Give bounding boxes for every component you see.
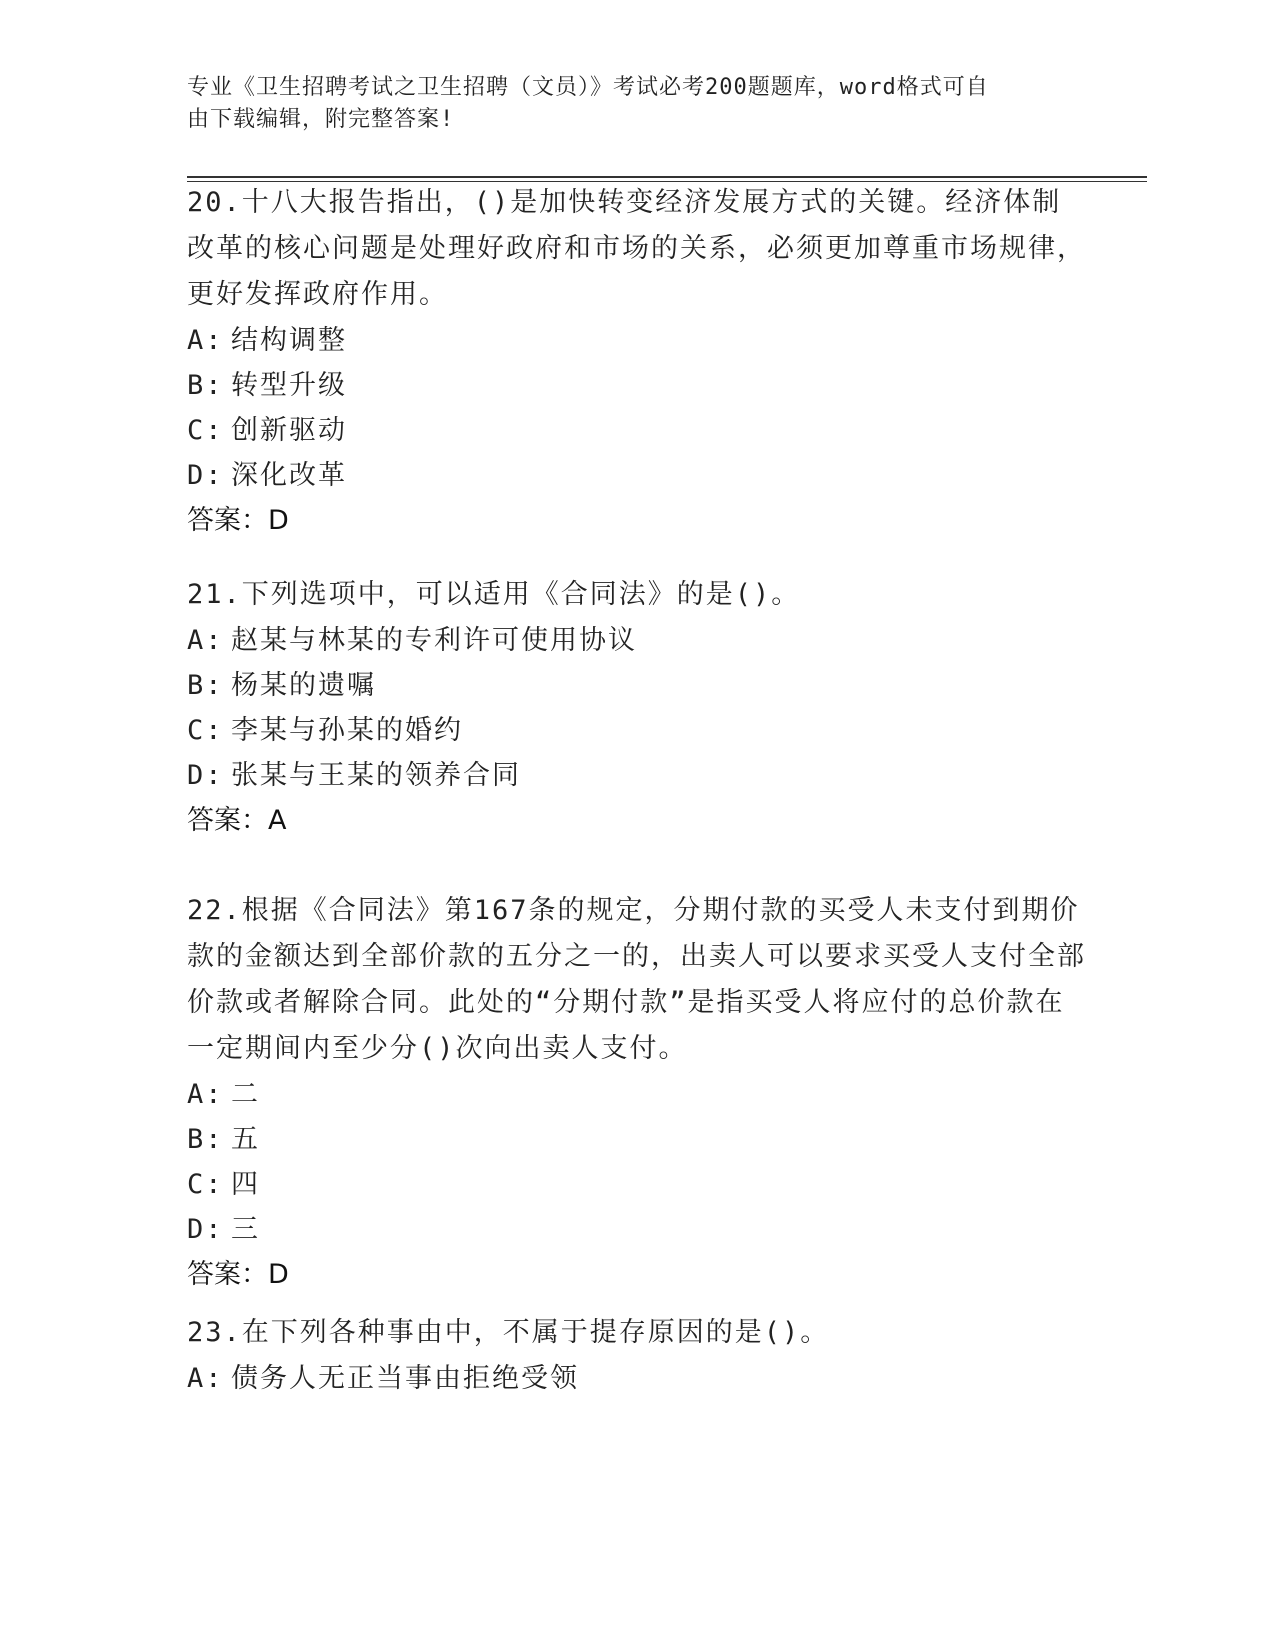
option-text: 深化改革: [231, 460, 347, 491]
option-d: [187, 1207, 1087, 1252]
option-letter: C:: [187, 1169, 224, 1200]
option-letter: B:: [187, 1124, 224, 1155]
option-b: [187, 363, 1087, 408]
option-text: 债务人无正当事由拒绝受领: [231, 1363, 579, 1394]
option-c: [187, 408, 1087, 453]
option-letter: D:: [187, 1214, 224, 1245]
option-d: [187, 453, 1087, 498]
option-text: 三: [231, 1214, 260, 1245]
header-line-1: 专业《卫生招聘考试之卫生招聘（文员）》考试必考200题题库，word格式可自: [187, 75, 989, 100]
option-a: [187, 618, 1087, 663]
question-stem: 23.在下列各种事由中，不属于提存原因的是()。: [187, 1317, 830, 1348]
option-text: 杨某的遗嘱: [231, 670, 376, 701]
option-c: [187, 1162, 1087, 1207]
option-text: 赵某与林某的专利许可使用协议: [231, 625, 637, 656]
question-23: [187, 1310, 1087, 1401]
option-b: [187, 663, 1087, 708]
option-text: 转型升级: [231, 370, 347, 401]
question-21: [187, 572, 1087, 844]
question-stem: 21.下列选项中，可以适用《合同法》的是()。: [187, 579, 801, 610]
option-c: [187, 708, 1087, 753]
option-letter: A:: [187, 1363, 224, 1394]
option-text: 张某与王某的领养合同: [231, 760, 521, 791]
option-a: [187, 318, 1087, 363]
option-a: [187, 1072, 1087, 1117]
option-b: [187, 1117, 1087, 1162]
question-22: [187, 888, 1087, 1298]
question-20: [187, 180, 1087, 544]
option-letter: A:: [187, 625, 224, 656]
question-stem: 20.十八大报告指出，()是加快转变经济发展方式的关键。经济体制改革的核心问题是处理好政府和市场的关系，必须更加尊重市场规律，更好发挥政府作用。: [187, 187, 1086, 310]
option-text: 二: [231, 1079, 260, 1110]
option-letter: B:: [187, 370, 224, 401]
header-divider-thick: [187, 176, 1147, 178]
document-header: [187, 72, 1087, 136]
option-letter: D:: [187, 460, 224, 491]
option-letter: B:: [187, 670, 224, 701]
option-letter: A:: [187, 325, 224, 356]
option-text: 结构调整: [231, 325, 347, 356]
answer: 答案：D: [187, 1259, 289, 1290]
option-letter: C:: [187, 715, 224, 746]
option-text: 创新驱动: [231, 415, 347, 446]
option-text: 五: [231, 1124, 260, 1155]
option-letter: A:: [187, 1079, 224, 1110]
option-letter: D:: [187, 760, 224, 791]
question-stem: 22.根据《合同法》第167条的规定，分期付款的买受人未支付到期价款的金额达到全部价款的五分之一的，出卖人可以要求买受人支付全部价款或者解除合同。此处的“分期付款”是指买受人将应付的总价款在一定期间内至少分()次向出卖人支付。: [187, 895, 1086, 1064]
answer: 答案：D: [187, 505, 289, 536]
answer: 答案：A: [187, 805, 287, 836]
header-line-2: 由下载编辑，附完整答案!: [187, 107, 455, 132]
option-letter: C:: [187, 415, 224, 446]
option-text: 四: [231, 1169, 260, 1200]
option-d: [187, 753, 1087, 798]
option-text: 李某与孙某的婚约: [231, 715, 463, 746]
option-a: [187, 1356, 1087, 1401]
